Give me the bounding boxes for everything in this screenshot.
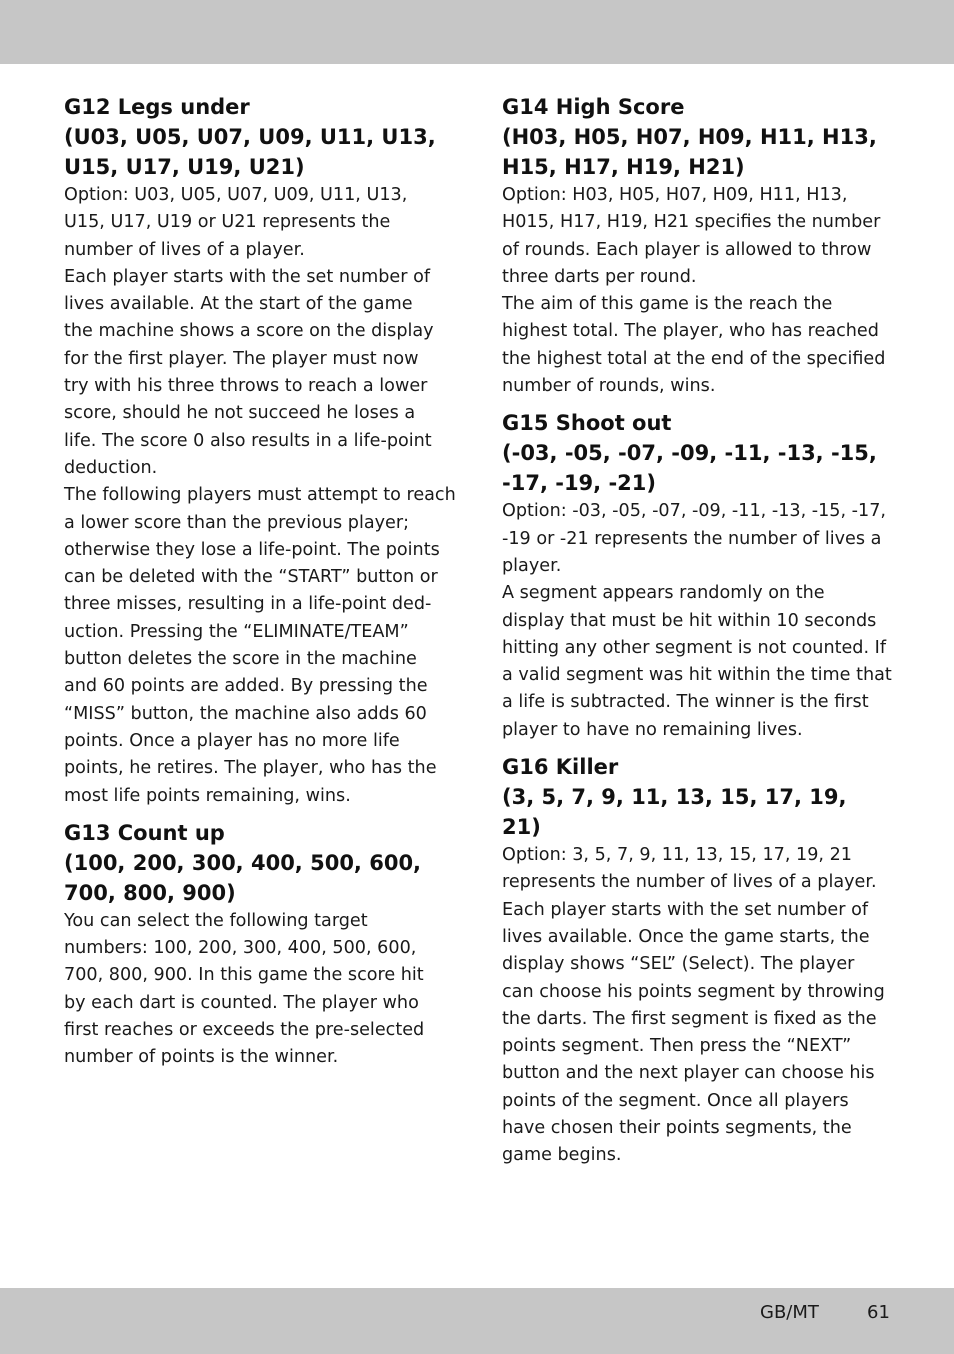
body-line: display shows “SEL” (Select). The player	[502, 954, 855, 975]
body-line: three misses, resulting in a life-point ded-	[64, 594, 432, 615]
body-line: can be deleted with the “START” button or	[64, 567, 438, 588]
body-line: most life points remaining, wins.	[64, 785, 351, 806]
heading-line: (-03, -05, -07, -09, -11, -13, -15,	[502, 441, 877, 466]
body-line: try with his three throws to reach a lower	[64, 376, 428, 397]
body-line: number of points is the winner.	[64, 1047, 339, 1068]
body-line: a valid segment was hit within the time that	[502, 665, 892, 686]
heading-line: (3, 5, 7, 9, 11, 13, 15, 17, 19, 21)	[502, 785, 847, 840]
body-line: score, should he not succeed he loses a	[64, 403, 416, 424]
body-line: lives available. At the start of the game	[64, 294, 413, 315]
body-line: and 60 points are added. By pressing the	[64, 676, 428, 697]
heading-line: G12 Legs under	[64, 95, 250, 119]
page-number: 61	[867, 1302, 890, 1323]
body-line: can choose his points segment by throwing	[502, 981, 885, 1002]
body-line: button deletes the score in the machine	[64, 649, 417, 670]
section-heading	[502, 408, 888, 498]
heading-line: 700, 800, 900)	[64, 880, 236, 905]
body-line: of rounds. Each player is allowed to throw	[502, 239, 872, 260]
body-line: game begins.	[502, 1145, 622, 1166]
heading-line: H15, H17, H19, H21)	[502, 155, 745, 179]
body-line: lives available. Once the game starts, the	[502, 926, 870, 947]
body-line: -19 or -21 represents the number of lives a	[502, 528, 882, 549]
body-line: by each dart is counted. The player who	[64, 992, 419, 1013]
section-heading	[64, 92, 456, 182]
body-line: a life is subtracted. The winner is the first	[502, 692, 869, 713]
left-column	[64, 92, 456, 1080]
section-body	[502, 842, 888, 1170]
body-line: points of the segment. Once all players	[502, 1090, 849, 1111]
section-g12	[64, 92, 456, 810]
section-heading	[64, 818, 456, 908]
body-line: Option: H03, H05, H07, H09, H11, H13,	[502, 185, 848, 205]
section-g16	[502, 752, 888, 1170]
section-heading	[502, 92, 888, 182]
heading-line: -17, -19, -21)	[502, 471, 656, 496]
heading-line: (100, 200, 300, 400, 500, 600,	[64, 850, 422, 875]
body-line: points, he retires. The player, who has the	[64, 758, 437, 779]
heading-line: G14 High Score	[502, 95, 685, 119]
body-line: hitting any other segment is not counted. If	[502, 637, 887, 658]
body-line: Option: U03, U05, U07, U09, U11, U13,	[64, 185, 408, 205]
heading-line: (H03, H05, H07, H09, H11, H13,	[502, 125, 877, 149]
body-line: points segment. Then press the “NEXT”	[502, 1036, 852, 1057]
body-line: the highest total at the end of the specified	[502, 348, 886, 369]
body-line: uction. Pressing the “ELIMINATE/TEAM”	[64, 621, 409, 642]
section-g13	[64, 818, 456, 1072]
body-line: The aim of this game is the reach the	[502, 294, 833, 315]
section-g14	[502, 92, 888, 400]
body-line: first reaches or exceeds the pre-selected	[64, 1020, 425, 1041]
header-band	[0, 0, 954, 64]
body-line: A segment appears randomly on the	[502, 583, 825, 604]
footer-region-code: GB/MT	[760, 1302, 819, 1323]
section-body	[502, 498, 892, 744]
body-line: have chosen their points segments, the	[502, 1118, 852, 1139]
body-line: the machine shows a score on the display	[64, 321, 434, 342]
body-line: life. The score 0 also results in a life-point	[64, 430, 432, 451]
body-line: number of rounds, wins.	[502, 376, 716, 397]
right-column	[502, 92, 892, 1178]
heading-line: U15, U17, U19, U21)	[64, 155, 305, 179]
section-heading	[502, 752, 888, 842]
body-line: button and the next player can choose his	[502, 1063, 875, 1084]
body-line: H015, H17, H19, H21 specifies the number	[502, 212, 881, 233]
body-line: points. Once a player has no more life	[64, 730, 400, 751]
body-line: Each player starts with the set number of	[64, 266, 431, 287]
body-line: Option: 3, 5, 7, 9, 11, 13, 15, 17, 19, 21	[502, 845, 853, 866]
body-line: U15, U17, U19 or U21 represents the	[64, 212, 391, 233]
body-line: numbers: 100, 200, 300, 400, 500, 600,	[64, 938, 417, 959]
heading-line: G13 Count up	[64, 820, 225, 845]
section-body	[64, 908, 456, 1072]
body-line: number of lives of a player.	[64, 239, 305, 260]
body-line: player to have no remaining lives.	[502, 719, 803, 740]
body-line: deduction.	[64, 457, 158, 478]
body-line: a lower score than the previous player;	[64, 512, 410, 533]
heading-line: (U03, U05, U07, U09, U11, U13,	[64, 125, 436, 149]
body-line: 700, 800, 900. In this game the score hit	[64, 965, 424, 986]
heading-line: G15 Shoot out	[502, 411, 672, 436]
section-body	[64, 182, 456, 810]
body-line: “MISS” button, the machine also adds 60	[64, 703, 427, 724]
body-line: otherwise they lose a life-point. The points	[64, 539, 440, 560]
body-line: Each player starts with the set number of	[502, 899, 869, 920]
body-line: the darts. The first segment is fixed as the	[502, 1008, 877, 1029]
body-line: display that must be hit within 10 seconds	[502, 610, 877, 631]
body-line: Option: -03, -05, -07, -09, -11, -13, -15, -17,	[502, 501, 887, 522]
body-line: for the first player. The player must now	[64, 348, 419, 369]
section-g15	[502, 408, 892, 744]
body-line: The following players must attempt to reach	[64, 485, 456, 506]
section-body	[502, 182, 888, 400]
body-line: represents the number of lives of a player.	[502, 872, 877, 893]
body-line: highest total. The player, who has reached	[502, 321, 879, 342]
heading-line: G16 Killer	[502, 755, 619, 780]
body-line: You can select the following target	[64, 910, 368, 931]
body-line: three darts per round.	[502, 266, 697, 287]
body-line: player.	[502, 555, 562, 576]
